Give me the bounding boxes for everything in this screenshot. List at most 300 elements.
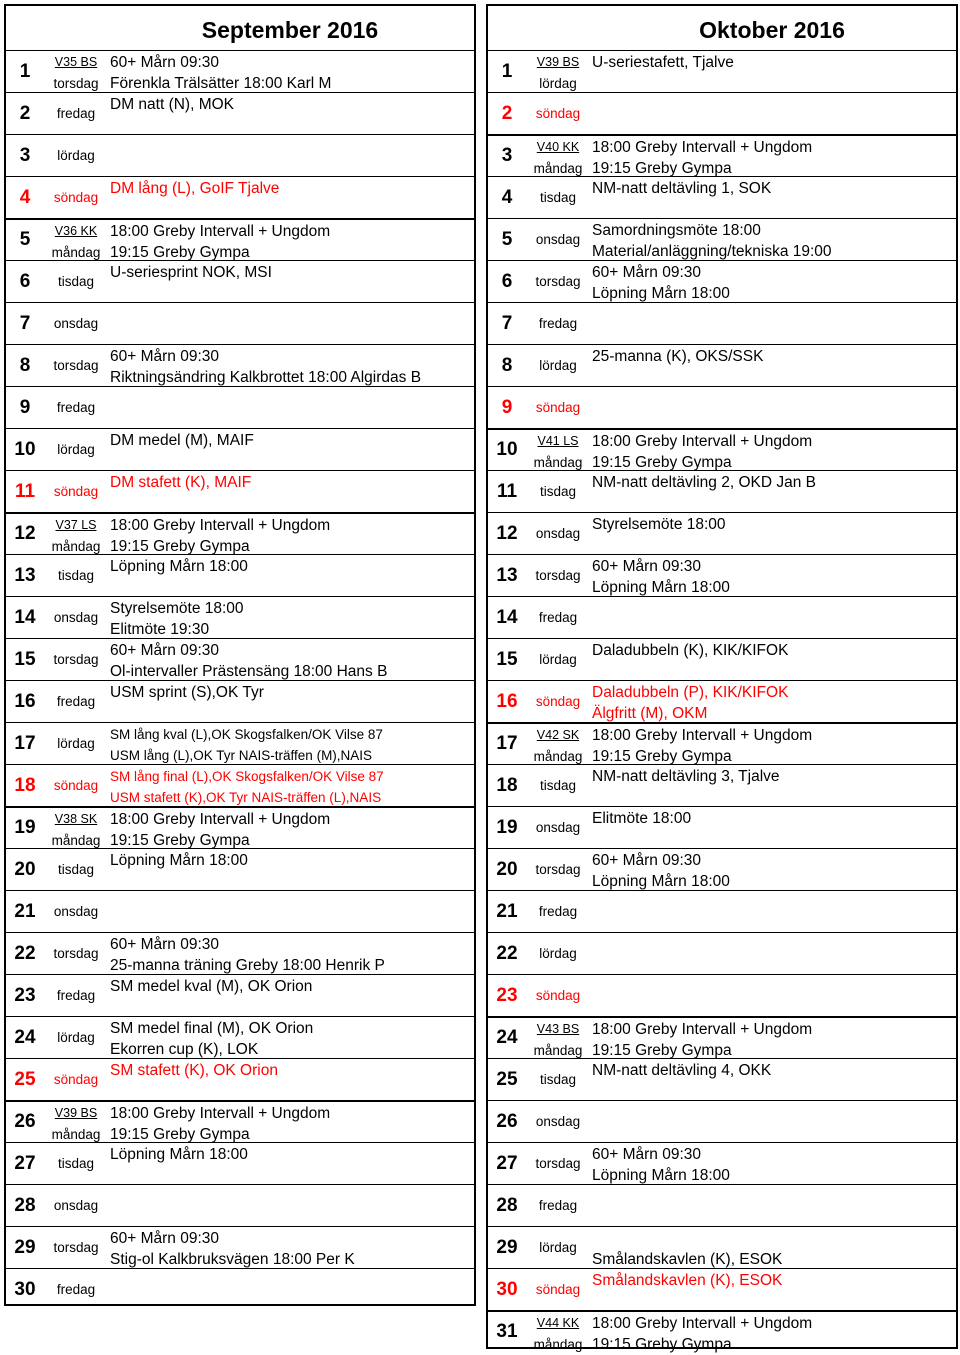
weekday-label: torsdag <box>53 75 99 91</box>
event-line: Smålandskavlen (K), ESOK <box>592 1251 783 1268</box>
event-line: 60+ Mårn 09:30 <box>592 852 702 869</box>
day-number: 21 <box>496 900 518 922</box>
event-line: Elitmöte 19:30 <box>110 621 210 638</box>
event-line: SM medel final (M), OK Orion <box>110 1020 314 1037</box>
weekday-label: tisdag <box>57 568 95 583</box>
event-line: SM lång final (L),OK Skogsfalken/OK Vilse 87 <box>110 769 384 784</box>
weekday-label: söndag <box>535 400 581 415</box>
event-line: SM lång kval (L),OK Skogsfalken/OK Vilse 87 <box>110 727 383 742</box>
event-cell <box>592 1101 952 1142</box>
day-number: 4 <box>501 186 513 208</box>
day-row <box>6 554 474 596</box>
event-line: 18:00 Greby Intervall + Ungdom <box>592 139 813 156</box>
weekday-label: onsdag <box>53 610 99 625</box>
day-number: 15 <box>496 648 518 670</box>
weekday-label: måndag <box>533 1042 583 1058</box>
weekday-label: lördag <box>539 652 577 667</box>
event-cell <box>110 387 470 428</box>
event-cell <box>592 513 952 554</box>
event-line: DM medel (M), MAIF <box>110 432 254 449</box>
event-cell <box>592 807 952 848</box>
day-number: 26 <box>14 1111 36 1132</box>
weekday-label: måndag <box>533 160 583 176</box>
day-row <box>6 680 474 722</box>
day-row <box>488 92 956 134</box>
day-row <box>6 890 474 932</box>
day-row <box>6 512 474 554</box>
day-row <box>6 50 474 92</box>
day-row <box>488 344 956 386</box>
weekday-label: onsdag <box>535 820 581 835</box>
day-row <box>6 1184 474 1226</box>
weekday-label: tisdag <box>539 778 577 793</box>
day-number: 3 <box>19 144 31 166</box>
event-cell <box>592 639 952 680</box>
weekday-label: torsdag <box>53 946 99 961</box>
weekday-label: lördag <box>57 736 95 751</box>
day-number: 22 <box>14 942 36 964</box>
event-cell <box>110 429 470 470</box>
day-row <box>6 764 474 806</box>
weekday-label: fredag <box>56 1282 96 1297</box>
event-cell <box>110 51 470 92</box>
day-number: 9 <box>19 396 31 418</box>
week-label <box>44 1103 108 1123</box>
event-line: Material/anläggning/tekniska 19:00 <box>592 243 832 260</box>
weekday-label: torsdag <box>535 568 581 583</box>
event-line: Förenkla Trälsätter 18:00 Karl M <box>110 75 332 92</box>
event-line: 60+ Mårn 09:30 <box>592 1146 702 1163</box>
event-cell <box>110 1227 470 1268</box>
weekday-label: fredag <box>56 106 96 121</box>
day-number: 27 <box>496 1152 518 1174</box>
weekday-label: fredag <box>538 316 578 331</box>
weekday-label: söndag <box>53 1072 99 1087</box>
event-cell <box>110 849 470 890</box>
month-title: Oktober 2016 <box>699 17 845 43</box>
day-row <box>6 344 474 386</box>
day-number: 13 <box>14 564 36 586</box>
event-cell <box>592 219 952 260</box>
week-label <box>526 52 590 72</box>
event-line: 25-manna (K), OKS/SSK <box>592 348 764 365</box>
day-row <box>488 50 956 92</box>
event-cell <box>110 891 470 932</box>
day-row <box>6 1016 474 1058</box>
week-label-text: V40 KK <box>536 140 580 154</box>
month-october <box>486 4 958 1353</box>
event-cell <box>110 261 470 302</box>
day-number: 28 <box>14 1194 36 1216</box>
event-cell <box>592 1269 952 1310</box>
event-line: 60+ Mårn 09:30 <box>592 558 702 575</box>
weekday-label: onsdag <box>53 904 99 919</box>
event-cell <box>110 345 470 386</box>
event-cell <box>592 555 952 596</box>
day-number: 3 <box>501 145 513 166</box>
day-row <box>6 92 474 134</box>
day-number: 13 <box>496 564 518 586</box>
weekday-label: onsdag <box>535 526 581 541</box>
event-cell <box>110 933 470 974</box>
event-line: 60+ Mårn 09:30 <box>110 54 220 71</box>
day-number: 18 <box>496 774 518 796</box>
weekday-label: lördag <box>57 1030 95 1045</box>
event-cell <box>110 765 470 806</box>
event-line: 60+ Mårn 09:30 <box>592 264 702 281</box>
event-cell <box>110 555 470 596</box>
weekday-label: onsdag <box>53 316 99 331</box>
event-cell <box>110 1017 470 1058</box>
day-row <box>488 680 956 722</box>
weekday-label: måndag <box>51 244 101 260</box>
week-label-text: V43 BS <box>536 1022 580 1036</box>
weekday-label: söndag <box>535 694 581 709</box>
weekday-label: måndag <box>533 454 583 470</box>
weekday-label: måndag <box>533 748 583 764</box>
event-cell <box>110 471 470 512</box>
weekday-label: lördag <box>57 442 95 457</box>
day-number: 1 <box>501 60 513 82</box>
event-cell <box>592 430 952 470</box>
day-row <box>6 974 474 1016</box>
day-number: 31 <box>496 1321 518 1342</box>
day-number: 15 <box>14 648 36 670</box>
weekday-label: onsdag <box>535 1114 581 1129</box>
event-line: Löpning Mårn 18:00 <box>592 579 730 596</box>
event-line: Riktningsändring Kalkbrottet 18:00 Algirdas B <box>110 369 422 386</box>
event-line: 19:15 Greby Gympa <box>110 244 250 261</box>
day-row <box>6 1226 474 1268</box>
event-line: DM natt (N), MOK <box>110 96 235 113</box>
weekday-label: torsdag <box>535 862 581 877</box>
event-cell <box>592 387 952 428</box>
event-cell <box>592 51 952 92</box>
event-cell <box>110 681 470 722</box>
week-label <box>526 1019 590 1039</box>
event-line: DM lång (L), GoIF Tjalve <box>110 180 280 197</box>
event-cell <box>110 1269 470 1310</box>
event-line <box>592 1228 952 1249</box>
week-label-text: V35 BS <box>54 55 98 69</box>
event-cell <box>592 765 952 806</box>
day-row <box>6 848 474 890</box>
day-row <box>488 260 956 302</box>
day-number: 30 <box>14 1278 36 1300</box>
day-row <box>488 806 956 848</box>
weekday-label: fredag <box>56 694 96 709</box>
day-row <box>488 176 956 218</box>
event-cell <box>592 975 952 1016</box>
week-label-text: V42 SK <box>536 728 580 742</box>
week-label-text: V44 KK <box>536 1316 580 1330</box>
week-label <box>526 725 590 745</box>
event-cell <box>592 933 952 974</box>
weekday-label: lördag <box>539 358 577 373</box>
day-row <box>488 1142 956 1184</box>
day-number: 24 <box>14 1026 36 1048</box>
week-label-text: V39 BS <box>536 55 580 69</box>
event-line: 18:00 Greby Intervall + Ungdom <box>110 223 331 240</box>
event-cell <box>592 303 952 344</box>
event-line: 18:00 Greby Intervall + Ungdom <box>110 517 331 534</box>
day-number: 14 <box>14 606 36 628</box>
event-cell <box>592 261 952 302</box>
event-cell <box>110 808 470 848</box>
day-number: 25 <box>14 1068 36 1090</box>
event-line: U-seriesprint NOK, MSI <box>110 264 272 281</box>
event-cell <box>592 1018 952 1058</box>
day-number: 9 <box>501 396 513 418</box>
week-label <box>526 137 590 157</box>
event-cell <box>592 1143 952 1184</box>
day-row <box>488 218 956 260</box>
weekday-label: tisdag <box>57 274 95 289</box>
day-number: 16 <box>496 690 518 712</box>
day-number: 23 <box>14 984 36 1006</box>
day-row <box>6 638 474 680</box>
event-cell <box>592 1059 952 1100</box>
event-line: 60+ Mårn 09:30 <box>110 348 220 365</box>
day-number: 6 <box>501 270 513 292</box>
day-number: 29 <box>496 1236 518 1258</box>
event-cell <box>110 1059 470 1100</box>
day-number: 2 <box>19 102 31 124</box>
event-line: Daladubbeln (K), KIK/KIFOK <box>592 642 789 659</box>
day-number: 1 <box>19 60 31 82</box>
day-row <box>488 512 956 554</box>
week-label-text: V41 LS <box>537 434 579 448</box>
day-row <box>488 722 956 764</box>
event-line: 18:00 Greby Intervall + Ungdom <box>110 1105 331 1122</box>
day-row <box>6 302 474 344</box>
weekday-label: fredag <box>538 1198 578 1213</box>
event-cell <box>592 724 952 764</box>
week-label <box>526 431 590 451</box>
event-cell <box>592 849 952 890</box>
day-row <box>6 806 474 848</box>
day-row <box>6 218 474 260</box>
weekday-label: torsdag <box>535 274 581 289</box>
day-number: 8 <box>19 354 31 376</box>
day-number: 25 <box>496 1068 518 1090</box>
event-line: 18:00 Greby Intervall + Ungdom <box>592 1021 813 1038</box>
day-row <box>488 302 956 344</box>
event-line: 19:15 Greby Gympa <box>592 748 732 765</box>
day-number: 12 <box>14 523 36 544</box>
event-cell <box>592 93 952 134</box>
weekday-label: torsdag <box>535 1156 581 1171</box>
event-line: U-seriestafett, Tjalve <box>592 54 734 71</box>
event-cell <box>110 514 470 554</box>
event-cell <box>110 135 470 176</box>
event-cell <box>592 1185 952 1226</box>
day-number: 21 <box>14 900 36 922</box>
event-cell <box>592 681 952 722</box>
day-number: 24 <box>496 1027 518 1048</box>
event-line: Löpning Mårn 18:00 <box>110 1146 248 1163</box>
event-line: NM-natt deltävling 3, Tjalve <box>592 768 780 785</box>
event-cell <box>110 303 470 344</box>
event-line: Daladubbeln (P), KIK/KIFOK <box>592 684 789 701</box>
day-number: 19 <box>496 816 518 838</box>
weekday-label: söndag <box>53 484 99 499</box>
day-number: 4 <box>19 186 31 208</box>
event-line: 18:00 Greby Intervall + Ungdom <box>592 1315 813 1332</box>
event-cell <box>592 1227 952 1268</box>
weekday-label: söndag <box>535 1282 581 1297</box>
day-row <box>6 1268 474 1310</box>
event-cell <box>110 220 470 260</box>
day-row <box>488 974 956 1016</box>
day-row <box>6 1058 474 1100</box>
day-row <box>488 554 956 596</box>
event-line: 19:15 Greby Gympa <box>592 1042 732 1059</box>
event-line: 19:15 Greby Gympa <box>110 538 250 555</box>
event-line: 18:00 Greby Intervall + Ungdom <box>592 727 813 744</box>
weekday-label: måndag <box>51 832 101 848</box>
week-label <box>44 52 108 72</box>
day-number: 11 <box>14 480 36 502</box>
weekday-label: onsdag <box>535 232 581 247</box>
event-line: NM-natt deltävling 1, SOK <box>592 180 772 197</box>
event-cell <box>110 597 470 638</box>
event-cell <box>110 639 470 680</box>
day-number: 18 <box>14 774 36 796</box>
weekday-label: fredag <box>56 988 96 1003</box>
event-cell <box>592 345 952 386</box>
event-line: 19:15 Greby Gympa <box>110 1126 250 1143</box>
month-september <box>4 4 476 1306</box>
week-label-text: V36 KK <box>54 224 98 238</box>
event-line: 19:15 Greby Gympa <box>592 454 732 471</box>
day-row <box>488 1016 956 1058</box>
event-cell <box>110 1102 470 1142</box>
event-line: 19:15 Greby Gympa <box>592 160 732 177</box>
day-number: 10 <box>496 439 518 460</box>
day-row <box>6 596 474 638</box>
day-row <box>488 428 956 470</box>
day-number: 11 <box>496 480 518 502</box>
weekday-label: lördag <box>539 946 577 961</box>
event-line: Samordningsmöte 18:00 <box>592 222 761 239</box>
day-number: 6 <box>19 270 31 292</box>
day-number: 20 <box>496 858 518 880</box>
day-row <box>488 134 956 176</box>
week-label <box>526 1313 590 1333</box>
day-number: 8 <box>501 354 513 376</box>
event-line: Styrelsemöte 18:00 <box>110 600 244 617</box>
event-cell <box>110 723 470 764</box>
event-line: Älgfritt (M), OKM <box>592 705 708 722</box>
weekday-label: tisdag <box>539 1072 577 1087</box>
day-number: 20 <box>14 858 36 880</box>
event-line: Elitmöte 18:00 <box>592 810 692 827</box>
day-row <box>6 470 474 512</box>
day-row <box>488 932 956 974</box>
weekday-label: söndag <box>53 778 99 793</box>
weekday-label: onsdag <box>53 1198 99 1213</box>
week-label-text: V39 BS <box>54 1106 98 1120</box>
event-line: 19:15 Greby Gympa <box>110 832 250 849</box>
week-label <box>44 809 108 829</box>
event-line: 19:15 Greby Gympa <box>592 1336 732 1353</box>
day-row <box>6 260 474 302</box>
day-number: 5 <box>19 229 31 250</box>
day-number: 2 <box>501 102 513 124</box>
event-line: Smålandskavlen (K), ESOK <box>592 1272 783 1289</box>
day-number: 17 <box>496 733 518 754</box>
weekday-label: fredag <box>538 610 578 625</box>
event-line: USM sprint (S),OK Tyr <box>110 684 264 701</box>
day-row <box>488 1268 956 1310</box>
weekday-label: måndag <box>51 538 101 554</box>
day-row <box>488 890 956 932</box>
weekday-label: tisdag <box>57 862 95 877</box>
event-line: USM stafett (K),OK Tyr NAIS-träffen (L),NAIS <box>110 790 382 805</box>
day-number: 23 <box>496 984 518 1006</box>
day-number: 10 <box>14 438 36 460</box>
event-line: NM-natt deltävling 4, OKK <box>592 1062 772 1079</box>
day-row <box>6 1100 474 1142</box>
weekday-label: fredag <box>538 904 578 919</box>
day-row <box>488 1100 956 1142</box>
weekday-label: torsdag <box>53 652 99 667</box>
event-line: USM lång (L),OK Tyr NAIS-träffen (M),NAIS <box>110 748 373 763</box>
day-row <box>488 1058 956 1100</box>
event-line: NM-natt deltävling 2, OKD Jan B <box>592 474 816 491</box>
weekday-label: lördag <box>539 75 577 91</box>
event-line: Löpning Mårn 18:00 <box>110 852 248 869</box>
event-line: 60+ Mårn 09:30 <box>110 1230 220 1247</box>
weekday-label: torsdag <box>53 358 99 373</box>
day-row <box>488 638 956 680</box>
event-cell <box>592 471 952 512</box>
weekday-label: tisdag <box>539 190 577 205</box>
day-row <box>6 386 474 428</box>
month-title: September 2016 <box>201 17 379 43</box>
weekday-label: söndag <box>53 190 99 205</box>
event-line: Stig-ol Kalkbruksvägen 18:00 Per K <box>110 1251 355 1268</box>
weekday-label: tisdag <box>539 484 577 499</box>
day-row <box>488 470 956 512</box>
day-number: 17 <box>14 732 36 754</box>
weekday-label: lördag <box>57 148 95 163</box>
day-number: 5 <box>501 228 513 250</box>
event-cell <box>592 597 952 638</box>
day-number: 7 <box>501 312 513 334</box>
event-cell <box>592 177 952 218</box>
day-row <box>488 386 956 428</box>
day-row <box>6 932 474 974</box>
event-cell <box>110 1143 470 1184</box>
weekday-label: fredag <box>56 400 96 415</box>
event-cell <box>592 891 952 932</box>
day-row <box>488 596 956 638</box>
event-line: 18:00 Greby Intervall + Ungdom <box>592 433 813 450</box>
week-label <box>44 515 108 535</box>
day-number: 27 <box>14 1152 36 1174</box>
event-line: Löpning Mårn 18:00 <box>592 285 730 302</box>
event-line: 18:00 Greby Intervall + Ungdom <box>110 811 331 828</box>
weekday-label: torsdag <box>53 1240 99 1255</box>
day-number: 19 <box>14 817 36 838</box>
weekday-label: söndag <box>535 106 581 121</box>
day-row <box>488 848 956 890</box>
day-number: 16 <box>14 690 36 712</box>
event-line: Ekorren cup (K), LOK <box>110 1041 259 1058</box>
day-number: 12 <box>496 522 518 544</box>
